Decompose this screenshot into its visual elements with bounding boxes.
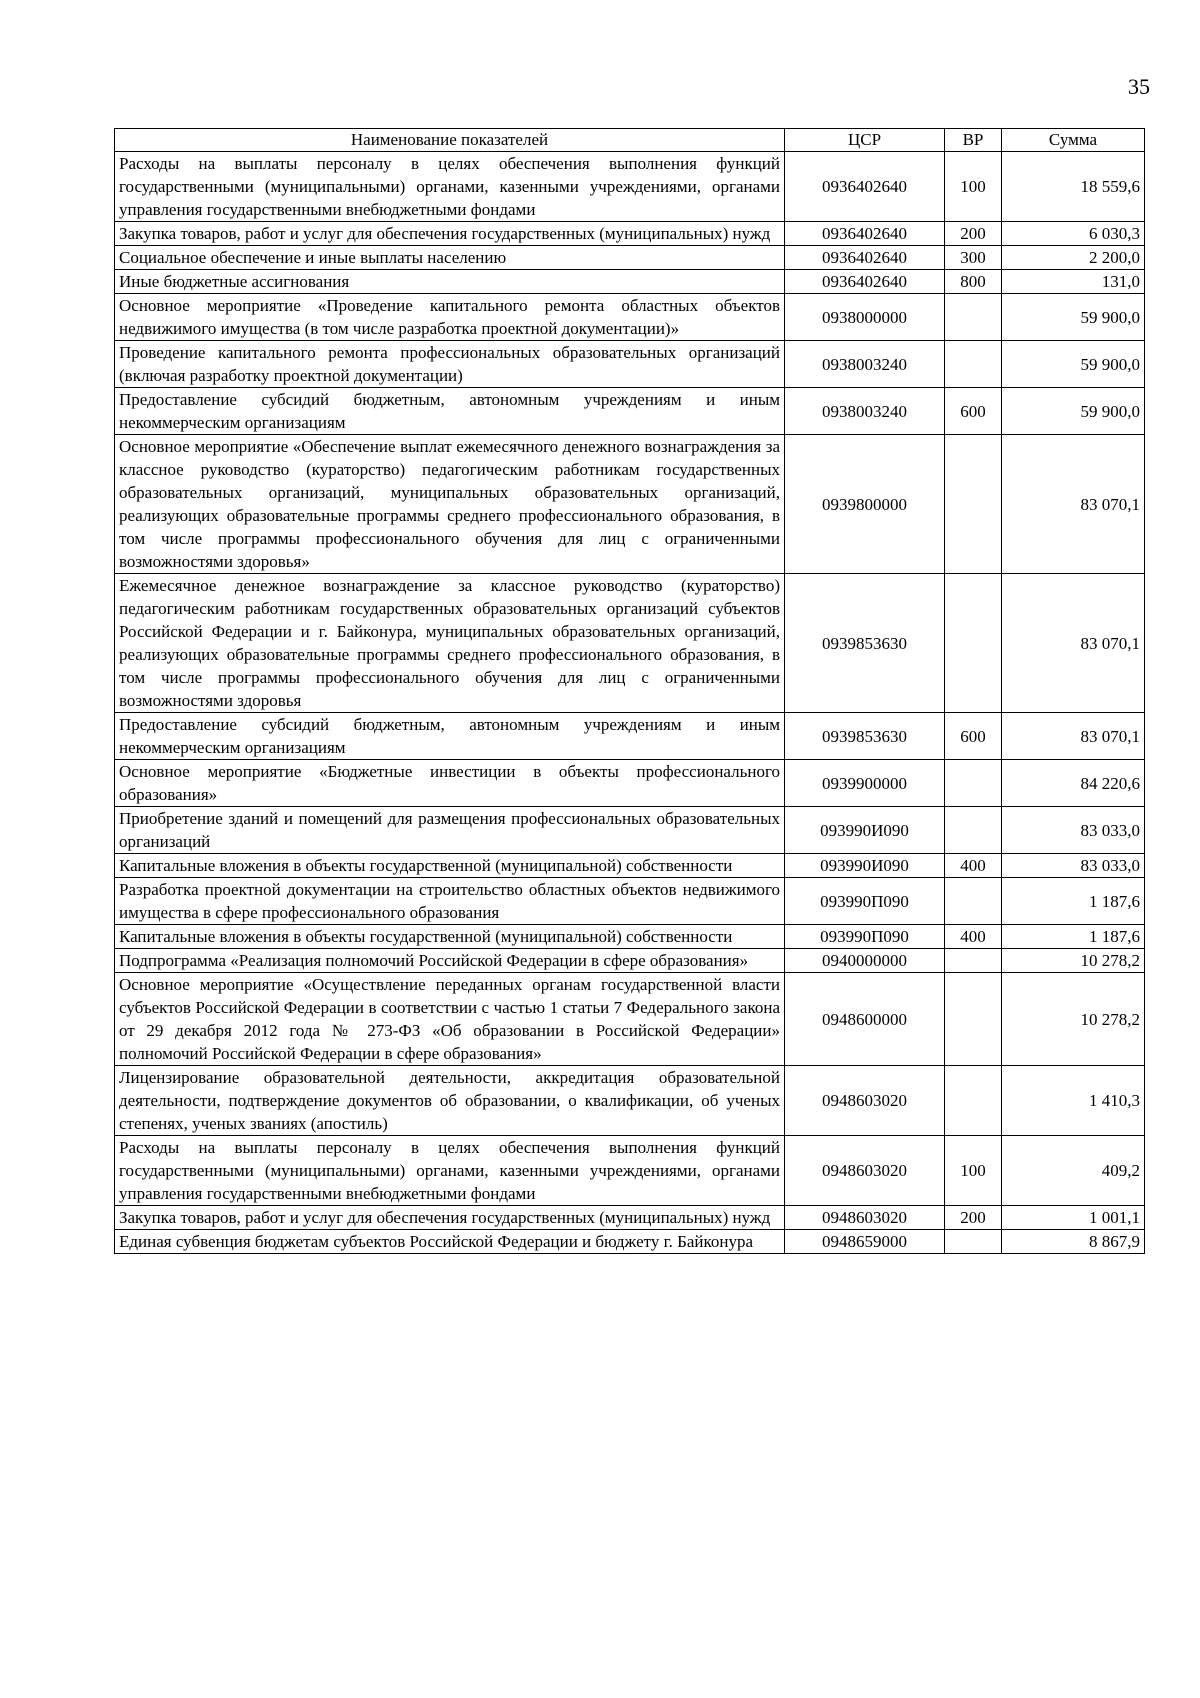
cell-sum: 83 070,1 (1002, 435, 1145, 574)
table-row (115, 435, 1145, 574)
cell-name: Основное мероприятие «Бюджетные инвестиции в объекты профессионального образования» (115, 760, 785, 807)
table-row (115, 1066, 1145, 1136)
cell-vr: 400 (945, 925, 1002, 949)
cell-name: Закупка товаров, работ и услуг для обеспечения государственных (муниципальных) нужд (115, 222, 785, 246)
cell-vr (945, 1066, 1002, 1136)
cell-name: Закупка товаров, работ и услуг для обеспечения государственных (муниципальных) нужд (115, 1206, 785, 1230)
cell-vr (945, 760, 1002, 807)
cell-vr: 200 (945, 222, 1002, 246)
cell-name: Капитальные вложения в объекты государственной (муниципальной) собственности (115, 854, 785, 878)
cell-csr: 0936402640 (785, 246, 945, 270)
header-name: Наименование показателей (115, 129, 785, 152)
header-sum: Сумма (1002, 129, 1145, 152)
cell-csr: 093990И090 (785, 854, 945, 878)
cell-vr: 100 (945, 152, 1002, 222)
table-row (115, 807, 1145, 854)
cell-vr (945, 1230, 1002, 1254)
table-row (115, 341, 1145, 388)
page-number: 35 (1128, 74, 1150, 99)
budget-table (114, 128, 1145, 1254)
cell-sum: 1 001,1 (1002, 1206, 1145, 1230)
cell-csr: 0948659000 (785, 1230, 945, 1254)
cell-vr (945, 949, 1002, 973)
cell-name: Основное мероприятие «Проведение капитального ремонта областных объектов недвижимого имущества (в том числе разработка проектной документации)» (115, 294, 785, 341)
cell-vr: 600 (945, 713, 1002, 760)
table-row (115, 152, 1145, 222)
table-row (115, 1136, 1145, 1206)
table-row (115, 1230, 1145, 1254)
table-row (115, 270, 1145, 294)
cell-csr: 0938000000 (785, 294, 945, 341)
cell-sum: 83 033,0 (1002, 854, 1145, 878)
cell-csr: 0936402640 (785, 270, 945, 294)
cell-sum: 131,0 (1002, 270, 1145, 294)
table-row (115, 222, 1145, 246)
cell-name: Иные бюджетные ассигнования (115, 270, 785, 294)
cell-vr: 100 (945, 1136, 1002, 1206)
cell-csr: 0939800000 (785, 435, 945, 574)
table-row (115, 760, 1145, 807)
cell-name: Приобретение зданий и помещений для размещения профессиональных образовательных организаций (115, 807, 785, 854)
cell-name: Подпрограмма «Реализация полномочий Российской Федерации в сфере образования» (115, 949, 785, 973)
cell-vr: 200 (945, 1206, 1002, 1230)
table-row (115, 574, 1145, 713)
cell-name: Расходы на выплаты персоналу в целях обеспечения выполнения функций государственными (муниципальными) органами, казенными учреждениями, органами управления государственными внебюджетными фондами (115, 152, 785, 222)
table-header-row (115, 129, 1145, 152)
cell-sum: 83 070,1 (1002, 574, 1145, 713)
cell-csr: 093990П090 (785, 878, 945, 925)
cell-csr: 0948600000 (785, 973, 945, 1066)
cell-csr: 0948603020 (785, 1136, 945, 1206)
cell-sum: 1 410,3 (1002, 1066, 1145, 1136)
table-row (115, 246, 1145, 270)
cell-vr (945, 574, 1002, 713)
cell-sum: 59 900,0 (1002, 294, 1145, 341)
cell-name: Ежемесячное денежное вознаграждение за классное руководство (кураторство) педагогическим работникам государственных образовательных организаций субъектов Российской Федерации и г. Байконура, муниципальных образовательных организаций, реализующих образовательные программы среднего профессионального образования, в том числе программы профессионального обучения для лиц с ограниченными возможностями здоровья (115, 574, 785, 713)
cell-sum: 10 278,2 (1002, 949, 1145, 973)
cell-sum: 84 220,6 (1002, 760, 1145, 807)
cell-sum: 6 030,3 (1002, 222, 1145, 246)
cell-sum: 59 900,0 (1002, 388, 1145, 435)
cell-vr (945, 807, 1002, 854)
cell-csr: 0948603020 (785, 1206, 945, 1230)
cell-sum: 2 200,0 (1002, 246, 1145, 270)
cell-name: Основное мероприятие «Обеспечение выплат ежемесячного денежного вознаграждения за классное руководство (кураторство) педагогическим работникам государственных образовательных организаций, муниципальных образовательных организаций, реализующих образовательные программы среднего профессионального образования, в том числе программы профессионального обучения для лиц с ограниченными возможностями здоровья» (115, 435, 785, 574)
table-row (115, 973, 1145, 1066)
cell-sum: 1 187,6 (1002, 925, 1145, 949)
cell-csr: 0939900000 (785, 760, 945, 807)
table-row (115, 713, 1145, 760)
cell-csr: 0938003240 (785, 388, 945, 435)
cell-vr (945, 435, 1002, 574)
cell-sum: 8 867,9 (1002, 1230, 1145, 1254)
cell-vr: 400 (945, 854, 1002, 878)
cell-csr: 093990И090 (785, 807, 945, 854)
table-row (115, 854, 1145, 878)
cell-vr (945, 341, 1002, 388)
cell-name: Социальное обеспечение и иные выплаты населению (115, 246, 785, 270)
cell-name: Предоставление субсидий бюджетным, автономным учреждениям и иным некоммерческим организациям (115, 713, 785, 760)
cell-vr: 600 (945, 388, 1002, 435)
table-row (115, 925, 1145, 949)
cell-vr: 300 (945, 246, 1002, 270)
cell-name: Капитальные вложения в объекты государственной (муниципальной) собственности (115, 925, 785, 949)
cell-vr: 800 (945, 270, 1002, 294)
cell-name: Основное мероприятие «Осуществление переданных органам государственной власти субъектов Российской Федерации в соответствии с частью 1 статьи 7 Федерального закона от 29 декабря 2012 года № 273-ФЗ «Об образовании в Российской Федерации» полномочий Российской Федерации в сфере образования» (115, 973, 785, 1066)
cell-sum: 10 278,2 (1002, 973, 1145, 1066)
cell-name: Расходы на выплаты персоналу в целях обеспечения выполнения функций государственными (муниципальными) органами, казенными учреждениями, органами управления государственными внебюджетными фондами (115, 1136, 785, 1206)
cell-vr (945, 973, 1002, 1066)
cell-sum: 18 559,6 (1002, 152, 1145, 222)
header-csr: ЦСР (785, 129, 945, 152)
cell-csr: 093990П090 (785, 925, 945, 949)
table-row (115, 388, 1145, 435)
cell-sum: 83 070,1 (1002, 713, 1145, 760)
cell-name: Проведение капитального ремонта профессиональных образовательных организаций (включая разработку проектной документации) (115, 341, 785, 388)
cell-vr (945, 294, 1002, 341)
cell-name: Лицензирование образовательной деятельности, аккредитация образовательной деятельности, подтверждение документов об образовании, о квалификации, об ученых степенях, ученых званиях (апостиль) (115, 1066, 785, 1136)
table-row (115, 294, 1145, 341)
cell-csr: 0948603020 (785, 1066, 945, 1136)
cell-sum: 59 900,0 (1002, 341, 1145, 388)
cell-name: Единая субвенция бюджетам субъектов Российской Федерации и бюджету г. Байконура (115, 1230, 785, 1254)
cell-csr: 0936402640 (785, 222, 945, 246)
cell-name: Разработка проектной документации на строительство областных объектов недвижимого имущества в сфере профессионального образования (115, 878, 785, 925)
cell-csr: 0940000000 (785, 949, 945, 973)
table-row (115, 1206, 1145, 1230)
header-vr: ВР (945, 129, 1002, 152)
cell-csr: 0939853630 (785, 574, 945, 713)
table-row (115, 878, 1145, 925)
cell-vr (945, 878, 1002, 925)
cell-sum: 1 187,6 (1002, 878, 1145, 925)
cell-sum: 409,2 (1002, 1136, 1145, 1206)
table-row (115, 949, 1145, 973)
cell-csr: 0939853630 (785, 713, 945, 760)
cell-sum: 83 033,0 (1002, 807, 1145, 854)
cell-csr: 0938003240 (785, 341, 945, 388)
cell-csr: 0936402640 (785, 152, 945, 222)
cell-name: Предоставление субсидий бюджетным, автономным учреждениям и иным некоммерческим организациям (115, 388, 785, 435)
